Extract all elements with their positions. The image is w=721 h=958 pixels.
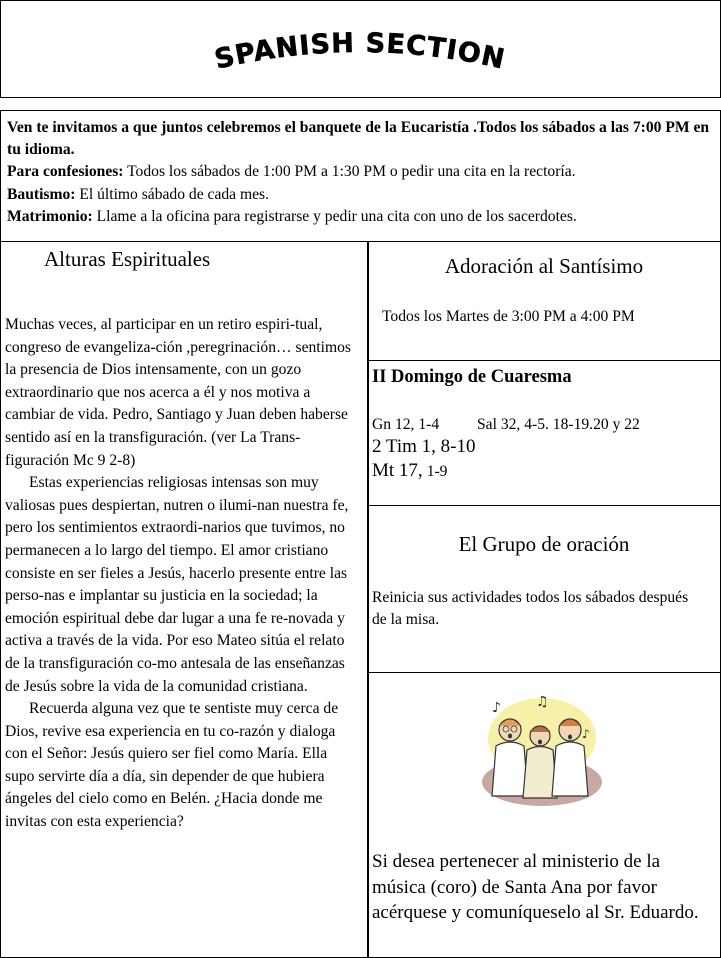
alturas-paragraph-3: Recuerda alguna vez que te sentiste muy cerca de Dios, revive esa experiencia en tu co-razón y dialoga con el Señor: Jesús quiero ser fiel como María. Ella supo servirte día a día, sin depender de que hubiera ángeles del cielo como en Belén. ¿Hacia donde me invitas con esta experiencia?	[5, 700, 339, 831]
oracion-text: Reinicia sus actividades todos los sábados después de la misa.	[372, 589, 689, 628]
musica-text: Si desea pertenecer al ministerio de la música (coro) de Santa Ana por favor acérquese y comuníqueselo al Sr. Eduardo.	[372, 851, 699, 923]
invite-text: Ven te invitamos a que juntos celebremos el banquete de la Eucaristía .Todos los sábados a las 7:00 PM en tu idioma.	[7, 119, 710, 159]
confesiones-line	[7, 161, 717, 183]
domingo-reading-1: Gn 12, 1-4	[372, 416, 440, 433]
gospel-verses: 1-9	[426, 463, 448, 480]
bautismo-line	[7, 184, 717, 206]
svg-text:♪: ♪	[492, 700, 501, 716]
confesiones-label: Para confesiones:	[7, 163, 124, 181]
matrimonio-text: Llame a la oficina para registrarse y pedir una cita con uno de los sacerdotes.	[92, 207, 577, 225]
alturas-paragraph-2: Estas experiencias religiosas intensas son muy valiosas pues despiertan, nutren o ilumi-nan nuestra fe, pero los sentimientos extraordi-narios que tuvimos, no permanecen a lo largo del tiempo. El amor cristiano consiste en ser fieles a Jesús, hacerlo presente entre las perso-nas e implantar su justicia en la sociedad; la emoción espiritual debe dar lugar a una fe re-novada y activa a través de la vida. Por eso Mateo sitúa el relato de la transfiguración co-mo antesala de las enseñanzas de Jesús sobre la vida de la comunidad cristiana.	[5, 474, 349, 695]
domingo-gospel	[372, 460, 447, 482]
divider	[367, 505, 721, 506]
matrimonio-line	[7, 206, 717, 228]
domingo-psalm: Sal 32, 4-5. 18-19.20 y 22	[477, 416, 640, 433]
spanish-section-wordart	[200, 18, 520, 88]
bautismo-text: El último sábado de cada mes.	[75, 185, 270, 203]
divider	[367, 360, 721, 361]
header-title: SPANISH SECTION	[211, 27, 509, 76]
domingo-reading-2: 2 Tim 1, 8-10	[372, 436, 476, 457]
svg-text:♫: ♫	[536, 694, 549, 710]
bautismo-label: Bautismo:	[7, 185, 76, 203]
alturas-body	[5, 314, 360, 834]
choir-clipart	[478, 690, 606, 810]
alturas-paragraph-1: Muchas veces, al participar en un retiro espiri-tual, congreso de evangeliza-ción ,peregrinación… sentimos la presencia de Dios intensamente, con un gozo extraordinario que nos acerca a él y nos motiva a cambiar de vida. Pedro, Santiago y Juan deben haberse sentido así en la transfiguración. (ver La Trans-figuración Mc 9 2-8)	[5, 316, 351, 469]
domingo-title: II Domingo de Cuaresma	[372, 367, 572, 387]
svg-text:♪: ♪	[582, 727, 590, 741]
svg-text:SPANISH SECTION	[212, 28, 508, 76]
adoracion-title: Adoración al Santísimo	[444, 254, 644, 278]
matrimonio-label: Matrimonio:	[7, 207, 93, 225]
alturas-title: Alturas Espirituales	[44, 247, 211, 271]
info-text	[7, 117, 717, 228]
divider	[367, 672, 721, 673]
oracion-title: El Grupo de oración	[458, 532, 630, 556]
confesiones-text: Todos los sábados de 1:00 PM a 1:30 PM o pedir una cita en la rectoría.	[123, 163, 576, 181]
adoracion-text: Todos los Martes de 3:00 PM a 4:00 PM	[382, 308, 635, 325]
gospel-book: Mt 17,	[372, 460, 423, 481]
